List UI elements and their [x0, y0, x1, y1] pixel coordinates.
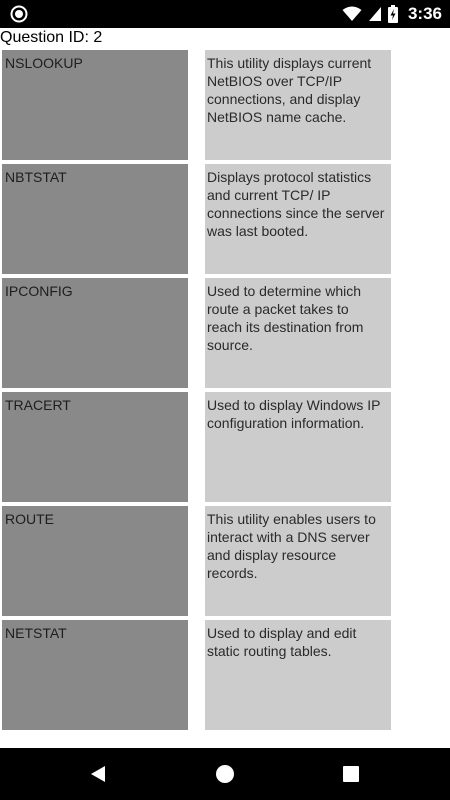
term-tile-nslookup[interactable]: NSLOOKUP: [2, 50, 188, 160]
term-tile-route[interactable]: ROUTE: [2, 506, 188, 616]
definition-tile[interactable]: Used to display Windows IP configuration information.: [205, 392, 391, 502]
match-row: [0, 50, 450, 160]
back-icon: [89, 765, 107, 783]
signal-icon: [368, 6, 382, 22]
match-row: [0, 620, 450, 730]
term-tile-nbtstat[interactable]: NBTSTAT: [2, 164, 188, 274]
definition-tile[interactable]: This utility displays current NetBIOS over TCP/IP connections, and display NetBIOS name cache.: [205, 50, 391, 160]
match-row: [0, 278, 450, 388]
recents-button[interactable]: [321, 748, 381, 800]
battery-charging-icon: [388, 5, 398, 23]
status-time: 3:36: [407, 4, 442, 23]
question-id-label: Question ID: 2: [0, 29, 103, 46]
definition-tile[interactable]: This utility enables users to interact with a DNS server and display resource records.: [205, 506, 391, 616]
home-button[interactable]: [195, 748, 255, 800]
back-button[interactable]: [68, 748, 128, 800]
navigation-bar: [0, 748, 450, 800]
matching-list: [0, 50, 450, 734]
definition-tile[interactable]: Used to display and edit static routing tables.: [205, 620, 391, 730]
term-tile-netstat[interactable]: NETSTAT: [2, 620, 188, 730]
match-row: [0, 164, 450, 274]
status-icons: [342, 0, 442, 28]
definition-tile[interactable]: Displays protocol statistics and current TCP/ IP connections since the server was last booted.: [205, 164, 391, 274]
match-row: [0, 392, 450, 502]
recents-icon: [343, 766, 359, 782]
wifi-icon: [342, 6, 362, 22]
term-tile-tracert[interactable]: TRACERT: [2, 392, 188, 502]
record-icon: [10, 5, 28, 23]
match-row: [0, 506, 450, 616]
term-tile-ipconfig[interactable]: IPCONFIG: [2, 278, 188, 388]
definition-tile[interactable]: Used to determine which route a packet takes to reach its destination from source.: [205, 278, 391, 388]
status-bar: [0, 0, 450, 28]
home-icon: [215, 764, 235, 784]
